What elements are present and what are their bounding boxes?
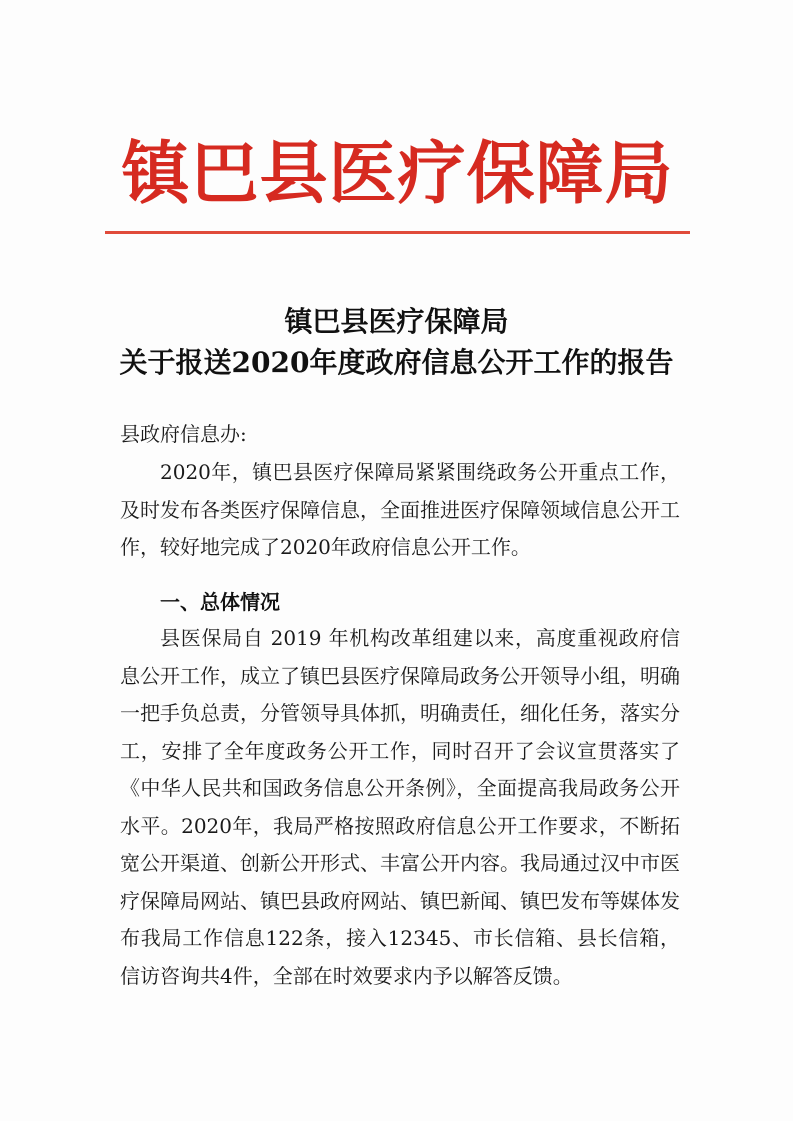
intro-paragraph: 2020年，镇巴县医疗保障局紧紧围绕政务公开重点工作，及时发布各类医疗保障信息，全面推进医疗保障领域信息公开工作，较好地完成了2020年政府信息公开工作。 [120, 460, 680, 559]
letterhead-red-rule [105, 231, 690, 234]
section-1-heading: 一、总体情况 [160, 590, 280, 614]
section-1-paragraph: 县医保局自 2019 年机构改革组建以来，高度重视政府信息公开工作，成立了镇巴县医疗保障局政务公开领导小组，明确一把手负总责，分管领导具体抓，明确责任，细化任务，落实分工，安排了全年度政务公开工作，同时召开了会议宣贯落实了《中华人民共和国政务信息公开条例》，全面提高我局政务公开水平。2020年，我局严格按照政府信息公开工作要求，不断拓宽公开渠道、创新公开形式、丰富公开内容。我局通过汉中市医疗保障局网站、镇巴县政府网站、镇巴新闻、镇巴发布等媒体发布我局工作信息122条，接入12345、市长信箱、县长信箱，信访咨询共4件，全部在时效要求内予以解答反馈。 [120, 626, 680, 988]
report-title-line-2: 关于报送2020年度政府信息公开工作的报告 [119, 346, 674, 379]
letterhead-organization-name: 镇巴县医疗保障局 [121, 134, 674, 214]
report-title-line-1: 镇巴县医疗保障局 [284, 305, 509, 338]
salutation: 县政府信息办: [120, 422, 247, 446]
